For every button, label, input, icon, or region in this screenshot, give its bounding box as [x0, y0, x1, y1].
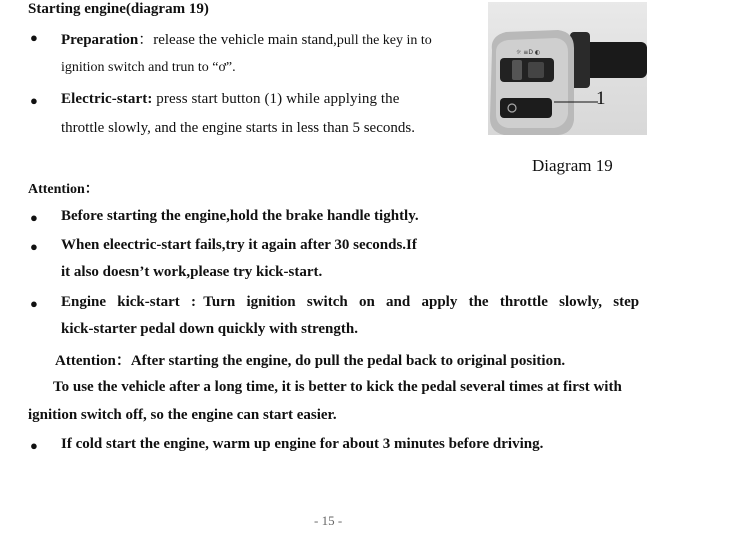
section-heading: Starting engine(diagram 19)	[28, 1, 209, 17]
dimmer-icon	[528, 62, 544, 78]
electric-label: Electric-start:	[61, 91, 153, 107]
bullet-kickstart: Engine kick-start : Turn ignition switch on and apply the throttle slowly, step	[61, 294, 640, 310]
figure-caption: Diagram 19	[532, 156, 613, 175]
bullet-retry-cont: it also doesn’t work,please try kick-start.	[61, 264, 323, 280]
preparation-text-2b: ”.	[225, 60, 236, 75]
bullet-cold-start: If cold start the engine, warm up engine for about 3 minutes before driving.	[61, 436, 544, 452]
callout-label: 1	[596, 88, 606, 109]
bullet-marker: ●	[30, 30, 38, 45]
bullet-marker: ●	[30, 438, 38, 453]
ignition-symbol: ơ	[218, 60, 226, 75]
electric-line-2: throttle slowly, and the engine starts in less than 5 seconds.	[61, 120, 415, 136]
bullet-kickstart-cont: kick-starter pedal down quickly with strength.	[61, 321, 358, 337]
page-number: - 15 -	[314, 513, 343, 528]
bullet-brake: Before starting the engine,hold the brake handle tightly.	[61, 208, 419, 224]
handlebar-photo	[488, 2, 647, 135]
bullet-marker: ●	[30, 210, 38, 225]
handlebar-switch-drawing	[488, 2, 647, 135]
electric-text-1: press start button (1) while applying the	[152, 91, 400, 107]
bullet-marker: ●	[30, 296, 38, 311]
attention-heading: Attention：	[28, 182, 99, 197]
preparation-text: release the vehicle main stand,	[153, 32, 337, 48]
preparation-sep: ：	[138, 32, 154, 48]
preparation-line-1	[61, 28, 432, 49]
attention-note	[55, 349, 565, 370]
paragraph-line-1: To use the vehicle after a long time, it is better to kick the pedal several times at first with	[53, 379, 622, 395]
bullet-marker: ●	[30, 93, 38, 108]
attention-note-text: After starting the engine, do pull the pedal back to original position.	[130, 353, 566, 369]
headlight-icon	[512, 60, 522, 80]
bullet-marker: ●	[30, 239, 38, 254]
preparation-text-2: ignition switch and trun to “	[61, 60, 219, 75]
paragraph-line-2: ignition switch off, so the engine can start easier.	[28, 407, 337, 423]
preparation-label: Preparation	[61, 32, 139, 48]
electric-line-1	[61, 91, 400, 108]
preparation-text-cont: pull the key in to	[336, 33, 432, 48]
preparation-line-2	[61, 60, 236, 76]
bullet-retry: When eleectric-start fails,try it again after 30 seconds.If	[61, 237, 417, 253]
svg-text:☼ ≡D ◐: ☼ ≡D ◐	[516, 49, 541, 56]
attention-note-label: Attention：	[55, 353, 131, 369]
